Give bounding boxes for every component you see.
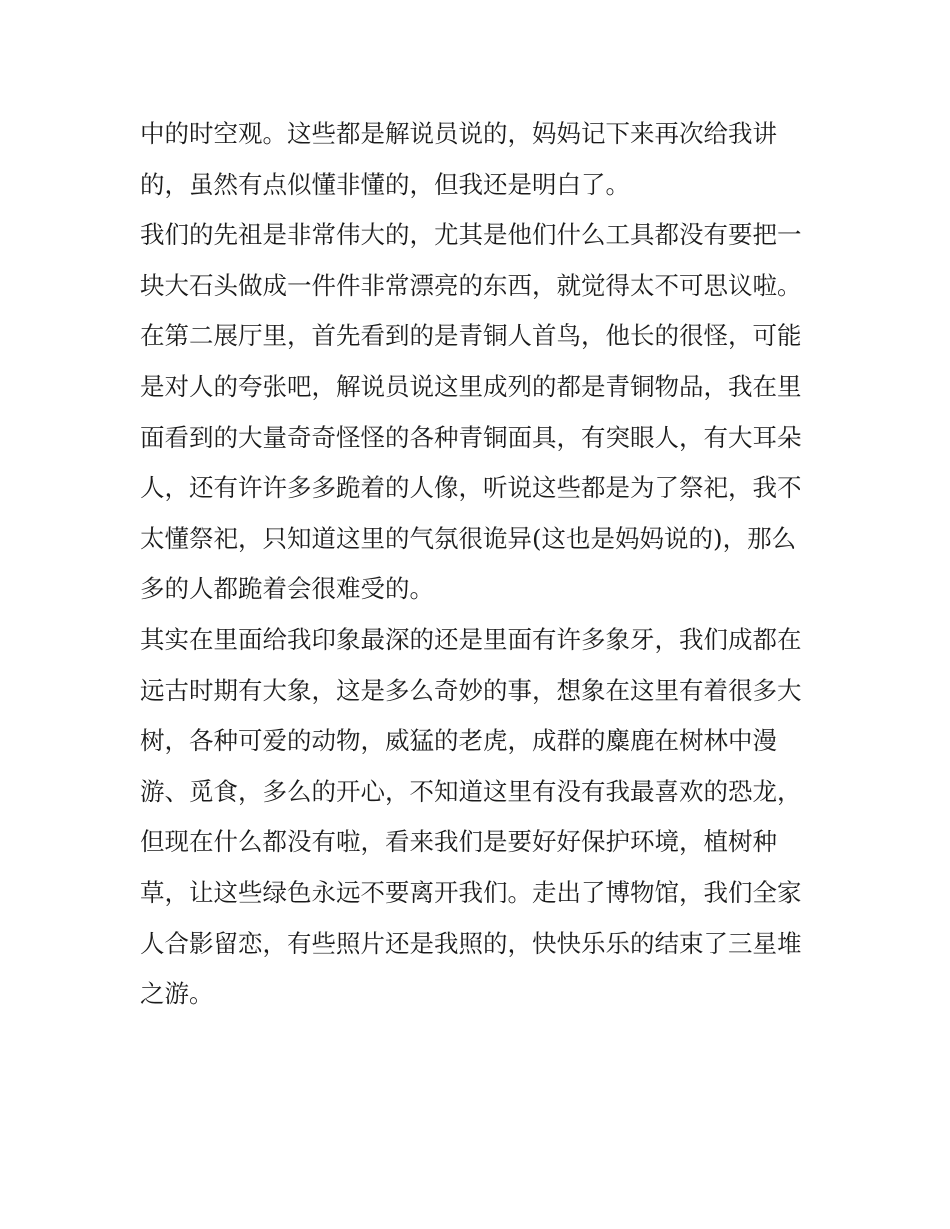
text-line: 游、觅食，多么的开心，不知道这里有没有我最喜欢的恐龙，	[140, 776, 802, 806]
text-line: 中的时空观。这些都是解说员说的，妈妈记下来再次给我讲	[140, 119, 777, 148]
text-line: 人合影留恋，有些照片还是我照的，快快乐乐的结束了三星堆	[140, 928, 802, 958]
text-line: 太懂祭祀，只知道这里的气氛很诡异(这也是妈妈说的)，那么	[140, 523, 797, 553]
text-line: 是对人的夸张吧，解说员说这里成列的都是青铜物品，我在里	[140, 371, 802, 401]
text-line: 多的人都跪着会很难受的。	[140, 574, 434, 604]
text-line: 树，各种可爱的动物，威猛的老虎，成群的麋鹿在树林中漫	[140, 726, 777, 756]
text-line: 其实在里面给我印象最深的还是里面有许多象牙，我们成都在	[140, 624, 802, 654]
text-line: 我们的先祖是非常伟大的，尤其是他们什么工具都没有要把一	[140, 220, 802, 250]
text-line: 的，虽然有点似懂非懂的，但我还是明白了。	[140, 169, 630, 199]
text-line: 块大石头做成一件件非常漂亮的东西，就觉得太不可思议啦。	[140, 270, 802, 300]
body-text	[140, 109, 830, 1020]
text-line: 但现在什么都没有啦，看来我们是要好好保护环境，植树种	[140, 827, 777, 857]
text-line: 面看到的大量奇奇怪怪的各种青铜面具，有突眼人，有大耳朵	[140, 422, 802, 452]
text-line: 之游。	[140, 979, 214, 1009]
text-line: 在第二展厅里，首先看到的是青铜人首鸟，他长的很怪，可能	[140, 321, 802, 351]
text-line: 远古时期有大象，这是多么奇妙的事，想象在这里有着很多大	[140, 675, 802, 705]
text-line: 人，还有许许多多跪着的人像，听说这些都是为了祭祀，我不	[140, 473, 802, 503]
text-line: 草，让这些绿色永远不要离开我们。走出了博物馆，我们全家	[140, 877, 802, 907]
